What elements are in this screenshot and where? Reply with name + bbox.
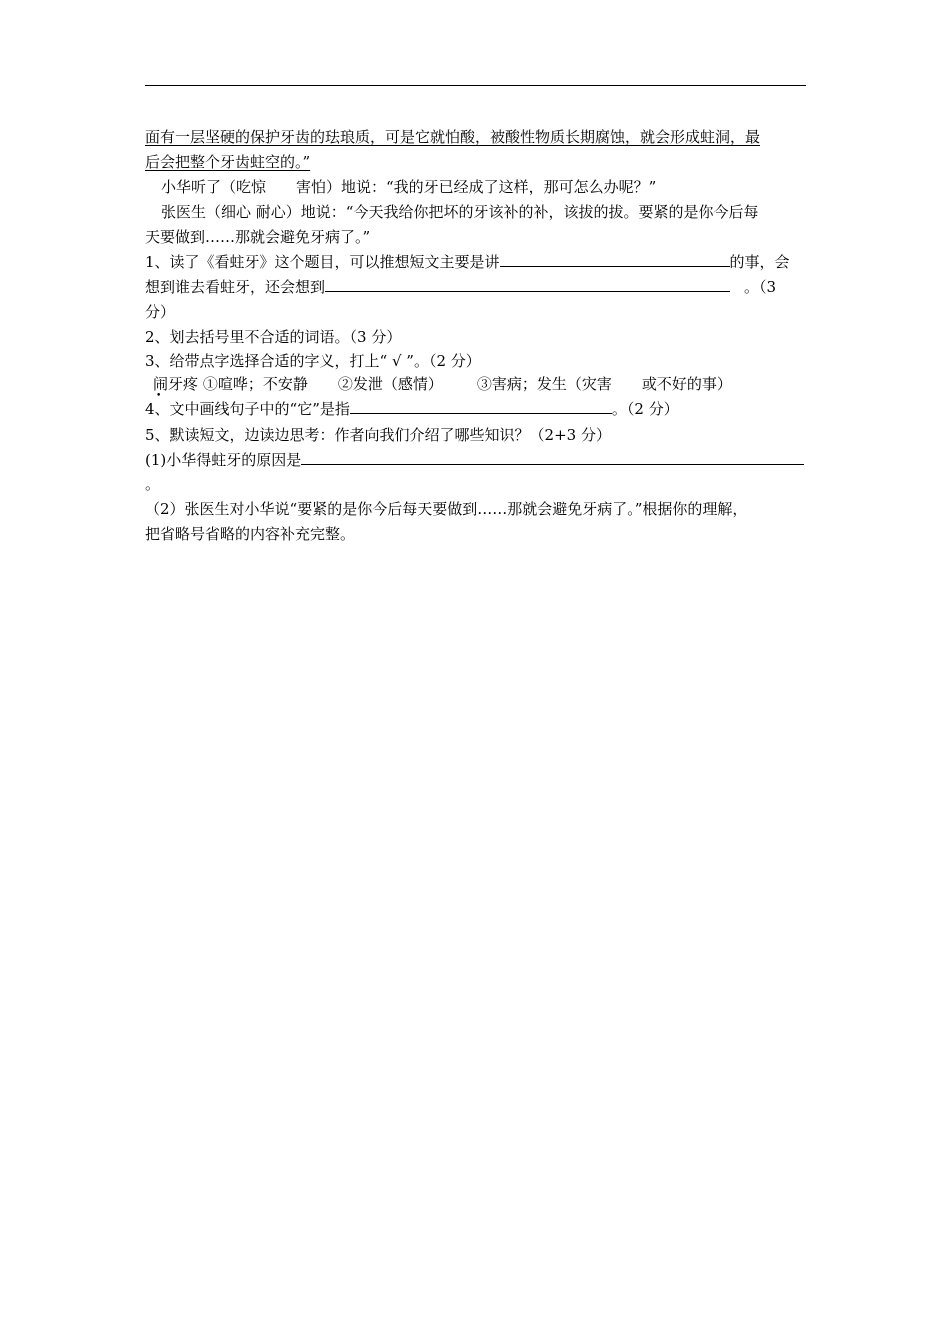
- question-2: 2、划去括号里不合适的词语。（3 分）: [145, 328, 402, 346]
- question-4: [145, 398, 679, 420]
- question-3-option-1[interactable]: ①喧哗；不安静: [202, 375, 308, 393]
- question-5-1: [145, 449, 804, 471]
- question-5-1-blank[interactable]: [301, 449, 804, 465]
- question-5: 5、默读短文，边读边思考：作者向我们介绍了哪些知识？（2+3 分）: [145, 426, 611, 444]
- question-3-options: [153, 373, 732, 395]
- question-5-1-end: 。: [145, 475, 161, 493]
- question-1-text-d: 。（3: [744, 278, 777, 296]
- question-5-1-text: (1)小华得蛀牙的原因是: [145, 451, 302, 469]
- passage-underlined-line-1: 面有一层坚硬的保护牙齿的珐琅质，可是它就怕酸，被酸性物质长期腐蚀，就会形成蛀洞，最: [145, 128, 761, 146]
- question-3-option-3-tail: 或不好的事）: [641, 375, 732, 393]
- question-4-blank[interactable]: [350, 398, 612, 414]
- question-1-text-a: 1、读了《看蛀牙》这个题目，可以推想短文主要是讲: [145, 253, 500, 271]
- passage-underlined-line-2: 后会把整个牙齿蛀空的。”: [145, 153, 311, 171]
- passage-dialogue-2-line-2: 天要做到……那就会避免牙病了。”: [145, 228, 371, 246]
- question-3-word: 牙疼: [168, 375, 199, 393]
- question-3-option-2[interactable]: ②发泄（感情）: [337, 375, 443, 393]
- question-1-line-2: [145, 276, 776, 298]
- question-1-blank-1[interactable]: [500, 251, 730, 267]
- question-5-2-line-2: 把省略号省略的内容补充完整。: [145, 525, 356, 543]
- question-1-line-1: [145, 251, 790, 273]
- question-3-option-3[interactable]: ③害病；发生（灾害: [476, 375, 612, 393]
- question-4-text-a: 4、文中画线句子中的“它”是指: [145, 400, 350, 418]
- passage-dialogue-2-line-1: 张医生（细心 耐心）地说：“今天我给你把坏的牙该补的补，该拔的拔。要紧的是你今后每: [161, 203, 759, 221]
- dotted-char: 闹: [153, 375, 169, 393]
- question-3: 3、给带点字选择合适的字义，打上“ √ ”。（2 分）: [145, 352, 481, 370]
- question-1-text-b: 的事，会: [729, 253, 790, 271]
- question-1-line-3: 分）: [145, 303, 176, 321]
- question-1-blank-2[interactable]: [325, 276, 730, 292]
- question-1-text-c: 想到谁去看蛀牙，还会想到: [145, 278, 326, 296]
- passage-dialogue-1: 小华听了（吃惊 害怕）地说：“我的牙已经成了这样，那可怎么办呢？”: [161, 178, 657, 196]
- header-rule: [145, 85, 806, 86]
- question-5-2-line-1: （2）张医生对小华说“要紧的是你今后每天要做到……那就会避免牙病了。”根据你的理解，: [145, 500, 748, 518]
- question-4-text-b: 。（2 分）: [611, 400, 679, 418]
